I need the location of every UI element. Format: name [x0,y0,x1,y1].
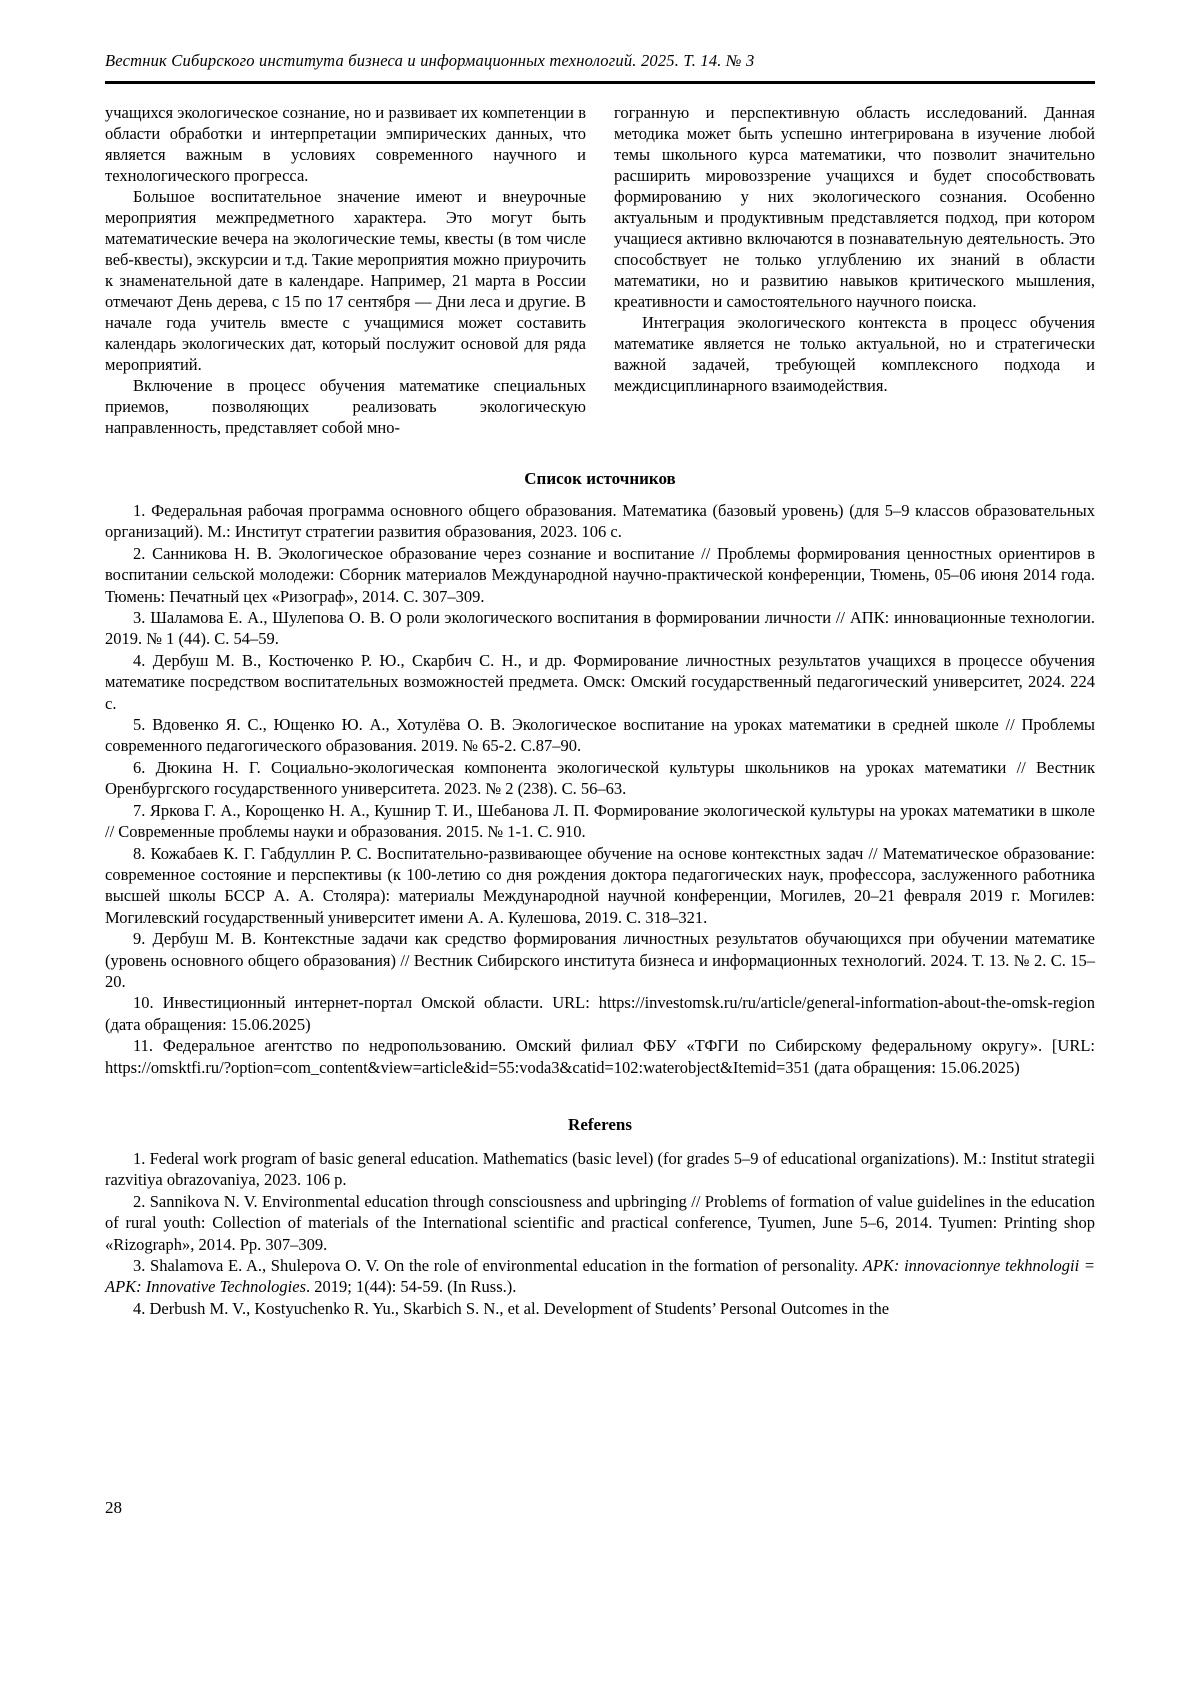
reference-item: 11. Федеральное агентство по недропользованию. Омский филиал ФБУ «ТФГИ по Сибирскому федеральному округу». [URL: https://omsktfi.ru/?option=com_content&view=article&id=55:voda3&catid=102:waterobject&Itemid=351 (дата обращения: 15.06.2025) [105,1036,1095,1077]
sources-heading: Список источников [524,469,676,488]
running-head: Вестник Сибирского института бизнеса и информационных технологий. 2025. Т. 14. № 3 [105,51,755,70]
reference-item [105,1298,1095,1319]
right-column [614,102,1095,438]
reference-item: 10. Инвестиционный интернет-портал Омской области. URL: https://investomsk.ru/ru/article/general-information-about-the-omsk-region (дата обращения: 15.06.2025) [105,993,1095,1034]
page-number: 28 [105,1498,122,1517]
reference-item: 6. Дюкина Н. Г. Социально-экологическая компонента экологической культуры школьников на уроках математики // Вестник Оренбургского государственного университета. 2023. № 2 (238). С. 56–63. [105,757,1095,799]
reference-item: 3. Шаламова Е. А., Шулепова О. В. О роли экологического воспитания в формировании личности // АПК: инновационные технологии. 2019. № 1 (44). С. 54–59. [105,608,1095,649]
paragraph: учащихся экологическое сознание, но и развивает их компетенции в области обработки и интерпретации эмпирических данных, что является важным в условиях современного научного и технологического прогресса. [105,103,586,185]
reference-item: 5. Вдовенко Я. С., Ющенко Ю. А., Хотулёва О. В. Экологическое воспитание на уроках математики в средней школе // Проблемы современного педагогического образования. 2019. № 65-2. С.87–90. [105,715,1095,756]
paragraph: Интеграция экологического контекста в процесс обучения математике является не только актуальной, но и стратегически важной задачей, требующей комплексного подхода и междисциплинарного взаимодействия. [614,313,1095,395]
left-column [105,102,586,438]
reference-text: 2. Sannikova N. V. Environmental education through consciousness and upbringing // Problems of formation of value guidelines in the education of rural youth: Collection of materials of the International scientific and practical conference, Tyumen, June 5–6, 2014. Tyumen: Printing shop «Rizograph», 2014. Pp. 307–309. [105,1191,1095,1254]
reference-text: 4. Derbush M. V., Kostyuchenko R. Yu., Skarbich S. N., et al. Development of Students’ Personal Outcomes in the [133,1298,890,1318]
reference-item: 8. Кожабаев К. Г. Габдуллин Р. С. Воспитательно-развивающее обучение на основе контекстных задач // Математическое образование: современное состояние и перспективы (к 100-летию со дня рождения доктора педагогических наук, профессора, заслуженного работника высшей школы БССР А. А. Столяра): материалы Международной научной конференции, Могилев, 20–21 февраля 2019 г. Могилев: Могилевский государственный университет имени А. А. Кулешова, 2019. С. 318–321. [105,843,1095,927]
english-references-list [105,1148,1095,1319]
reference-italic-text: APK: innovacionnye tekhnologii = APK: Innovative Technologies [105,1256,1095,1297]
reference-item [105,1148,1095,1191]
reference-item: 2. Санникова Н. В. Экологическое образование через сознание и воспитание // Проблемы формирования ценностных ориентиров в воспитании сельской молодежи: Сборник материалов Международной научно-практической конференции, Тюмень, 05–06 июня 2014 года. Тюмень: Печатный цех «Ризограф», 2014. С. 307–309. [105,543,1095,606]
paragraph: гогранную и перспективную область исследований. Данная методика может быть успешно интегрирована в изучение любой темы школьного курса математики, что позволит значительно расширить мировоззрение учащихся и будет способствовать формированию у них экологического сознания. Особенно актуальным и продуктивным представляется подход, при котором учащиеся активно включаются в познавательную деятельность. Это способствует не только углублению их знаний в области математики, но и развитию навыков критического мышления, креативности и самостоятельного научного поиска. [614,103,1095,311]
article-columns [105,102,1095,438]
reference-item: 4. Дербуш М. В., Костюченко Р. Ю., Скарбич С. Н., и др. Формирование личностных результатов учащихся в процессе обучения математике посредством воспитательных возможностей предмета. Омск: Омский государственный педагогический университет, 2024. 224 с. [105,650,1095,713]
reference-text: 3. Shalamova E. A., Shulepova O. V. On the role of environmental education in the formation of personality. [133,1256,863,1275]
paragraph: Большое воспитательное значение имеют и внеурочные мероприятия межпредметного характера. Это могут быть математические вечера на экологические темы, квесты (в том числе веб-квесты), экскурсии и т.д. Такие мероприятия можно приурочить к знаменательной дате в календаре. Например, 21 марта в России отмечают День дерева, с 15 по 17 сентября — Дни леса и другие. В начале года учитель вместе с учащимися может составить календарь экологических дат, который послужит основой для ряда мероприятий. [105,187,586,374]
header-rule [105,81,1095,84]
referens-heading: Referens [568,1114,632,1134]
reference-item: 1. Федеральная рабочая программа основного общего образования. Математика (базовый уровень) (для 5–9 классов образовательных организаций). М.: Институт стратегии развития образования, 2023. 106 с. [105,501,1095,542]
reference-item [105,1191,1095,1255]
reference-item: 9. Дербуш М. В. Контекстные задачи как средство формирования личностных результатов обучающихся при обучении математике (уровень основного общего образования) // Вестник Сибирского института бизнеса и информационных технологий. 2024. Т. 13. № 2. С. 15–20. [105,929,1095,991]
reference-text: 1. Federal work program of basic general education. Mathematics (basic level) (for grades 5–9 of educational organizations). M.: Institut strategii razvitiya obrazovaniya, 2023. 106 p. [105,1148,1095,1190]
paragraph: Включение в процесс обучения математике специальных приемов, позволяющих реализовать экологическую направленность, представляет собой мно- [105,376,586,437]
reference-item: 7. Яркова Г. А., Корощенко Н. А., Кушнир Т. И., Шебанова Л. П. Формирование экологической культуры на уроках математики в школе // Современные проблемы науки и образования. 2015. № 1-1. С. 910. [105,800,1095,842]
reference-text: . 2019; 1(44): 54-59. (In Russ.). [306,1277,517,1297]
reference-item [105,1255,1095,1298]
references-list [105,500,1095,1078]
